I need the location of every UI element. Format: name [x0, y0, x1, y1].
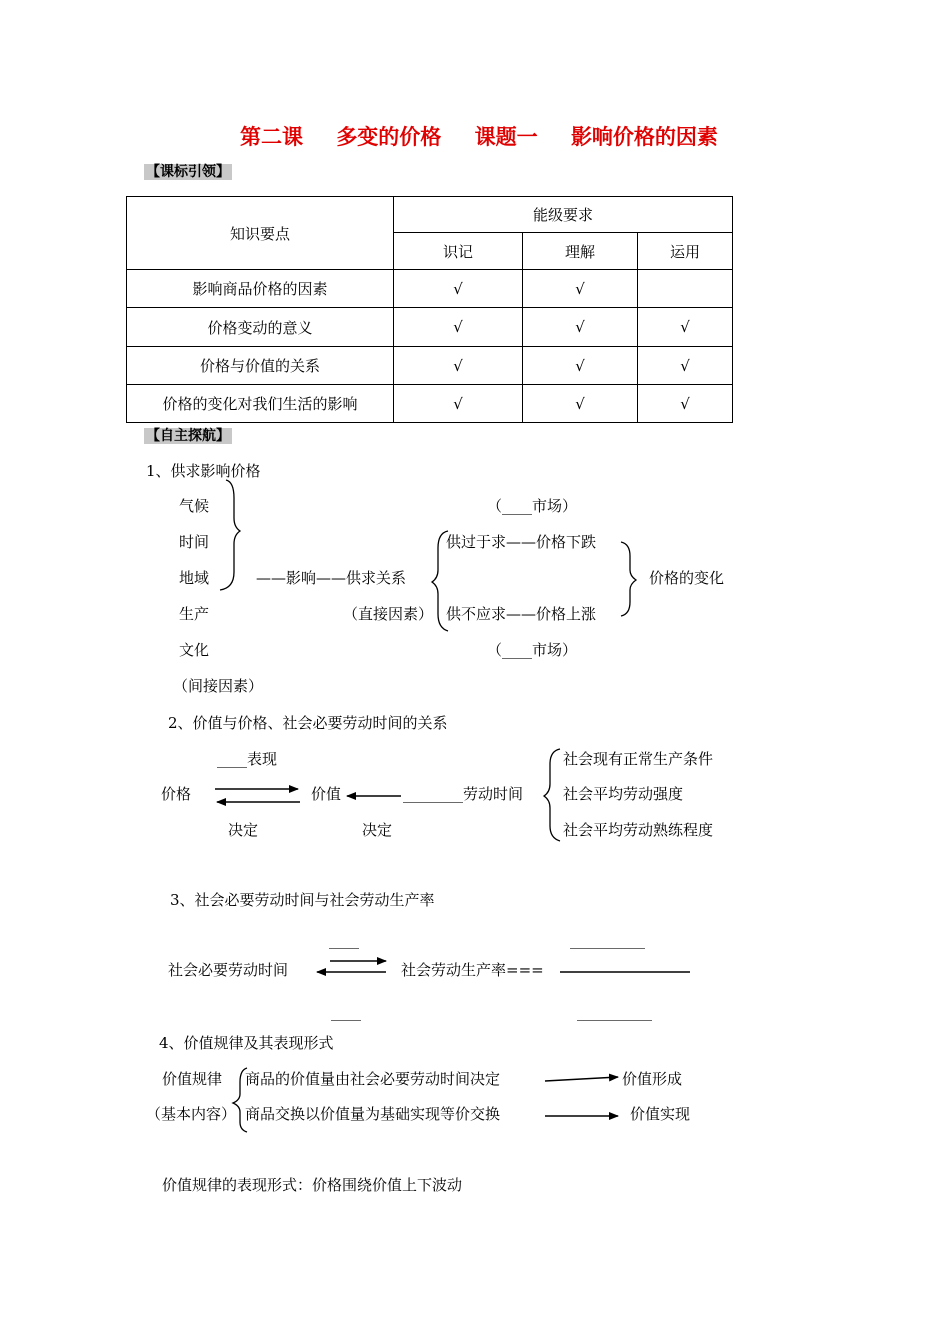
condition-labor-intensity: 社会平均劳动强度: [563, 785, 684, 803]
brace-conditions: [544, 749, 560, 841]
row-recognize: √: [394, 308, 523, 347]
row-understand: √: [523, 385, 638, 423]
q3-blank-top: ____: [329, 931, 359, 949]
row-understand: √: [523, 308, 638, 347]
row-apply: √: [638, 347, 733, 385]
price-label: 价格: [161, 785, 192, 803]
row-understand: √: [523, 270, 638, 308]
law-expression-form: 价值规律的表现形式：价格围绕价值上下波动: [162, 1176, 463, 1194]
brace-factors: [220, 480, 240, 590]
indirect-factor-label: （间接因素）: [173, 677, 264, 695]
row-recognize: √: [394, 270, 523, 308]
section-curriculum-label: 【课标引领】: [146, 164, 230, 180]
value-realization: 价值实现: [630, 1105, 691, 1123]
q3-blank-right-top: __________: [570, 931, 645, 949]
row-topic: 价格变动的意义: [127, 308, 394, 347]
expression-label: ____表现: [217, 750, 278, 768]
necessary-labor-time: 社会必要劳动时间: [168, 961, 289, 979]
factor-time: 时间: [179, 533, 210, 551]
basic-content-label: （基本内容）: [146, 1105, 237, 1123]
labor-time-label: ________劳动时间: [403, 785, 524, 803]
brace-price-change: [621, 542, 636, 616]
law-item-2: 商品交换以价值量为基础实现等价交换: [245, 1105, 501, 1123]
market-blank-bottom: （____市场）: [487, 641, 578, 659]
direct-factor-label: （直接因素）: [343, 605, 434, 623]
row-understand: √: [523, 347, 638, 385]
section-exploration-label: 【自主探航】: [146, 428, 230, 444]
decide-label-1: 决定: [228, 821, 259, 839]
price-change-label: 价格的变化: [649, 569, 725, 587]
q3-blank-right-bottom: __________: [577, 1003, 652, 1021]
supply-exceeds-demand: 供过于求——价格下跌: [446, 533, 597, 551]
title-subject: 课题一: [474, 125, 538, 149]
arrow-value-formation: [545, 1077, 618, 1081]
brace-law: [233, 1068, 247, 1132]
header-knowledge: 知识要点: [127, 197, 394, 270]
influence-supply-demand: ——影响——供求关系: [256, 569, 407, 587]
title-topic: 多变的价格: [336, 125, 442, 149]
factor-climate: 气候: [179, 497, 210, 515]
law-item-1: 商品的价值量由社会必要劳动时间决定: [245, 1070, 501, 1088]
condition-labor-proficiency: 社会平均劳动熟练程度: [563, 821, 714, 839]
market-blank-top: （____市场）: [487, 497, 578, 515]
value-formation: 价值形成: [622, 1070, 683, 1088]
decide-label-2: 决定: [362, 821, 393, 839]
q1-heading: 1、供求影响价格: [146, 462, 261, 480]
row-topic: 价格的变化对我们生活的影响: [127, 385, 394, 423]
row-apply: √: [638, 308, 733, 347]
q2-heading: 2、价值与价格、社会必要劳动时间的关系: [168, 714, 448, 732]
row-apply: √: [638, 385, 733, 423]
labor-productivity: 社会劳动生产率===: [401, 961, 544, 979]
header-understand: 理解: [523, 233, 638, 270]
law-of-value-label: 价值规律: [162, 1070, 223, 1088]
factor-culture: 文化: [179, 641, 210, 659]
factor-production: 生产: [179, 605, 210, 623]
condition-normal-production: 社会现有正常生产条件: [563, 750, 714, 768]
q3-blank-bottom: ____: [331, 1003, 361, 1021]
factor-region: 地域: [179, 569, 210, 587]
title-lesson: 第二课: [240, 125, 303, 149]
header-apply: 运用: [638, 233, 733, 270]
row-topic: 价格与价值的关系: [127, 347, 394, 385]
row-recognize: √: [394, 385, 523, 423]
demand-exceeds-supply: 供不应求——价格上涨: [446, 605, 597, 623]
header-levels: 能级要求: [394, 197, 733, 233]
q3-heading: 3、社会必要劳动时间与社会劳动生产率: [170, 891, 435, 909]
value-label: 价值: [311, 785, 342, 803]
header-recognize: 识记: [394, 233, 523, 270]
row-recognize: √: [394, 347, 523, 385]
row-topic: 影响商品价格的因素: [127, 270, 394, 308]
brace-supply-demand: [432, 531, 448, 631]
title-subtopic: 影响价格的因素: [570, 125, 718, 149]
q4-heading: 4、价值规律及其表现形式: [159, 1034, 334, 1052]
